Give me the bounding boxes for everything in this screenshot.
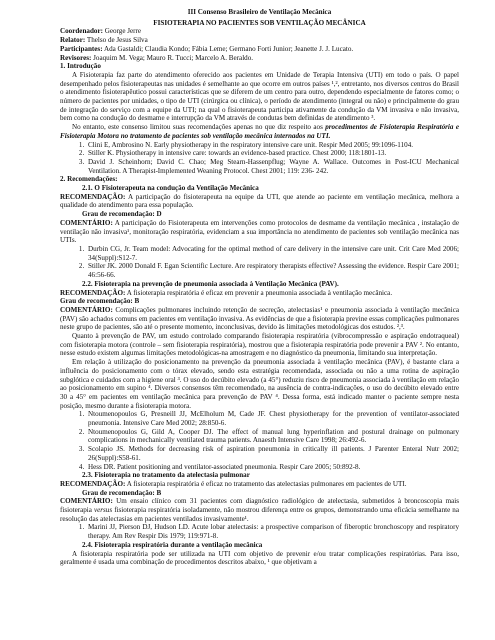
relator-line — [60, 36, 459, 45]
recommendations-heading: 2. Recomendações: — [60, 175, 118, 184]
authors-block — [60, 27, 459, 62]
reference-item: 1. Marini JJ, Pierson DJ, Hudson LD. Acute lobar atelectasis: a prospective comparison of fiberoptic bronchoscopy and respiratory therapy. Am Rev Respir Dis 1979; 119:971-8. — [86, 523, 459, 540]
section-2-2-comment — [60, 306, 459, 332]
reference-item: 3. David J. Scheinhorn; David C. Chao; Meg Stearn-Hassenpflug; Wayne A. Wallace. Outcomes in Post-ICU Mechanical Ventilation. A Therapist-Implemented Weaning Protocol. Chest 2001; 119: 236- 242. — [86, 158, 459, 175]
participantes-line — [60, 45, 459, 54]
comment-label: COMENTÁRIO: — [60, 218, 113, 227]
comment-text: Complicações pulmonares incluindo retenção de secreção, atelectasias¹ e pneumonia associada à ventilação mecânica (PAV) são achados comuns em pacientes em ventilação invasiva. As evidências de que a fisioterapia previne essas complicações pulmonares neste grupo de pacientes, são até o presente momento, inconclusivas, devido às limitações metodológicas dos estudos. ²,³. — [60, 305, 459, 332]
section-2-3-references — [60, 523, 459, 540]
revisores-names: Joaquim M. Vega; Mauro R. Tucci; Marcelo A. Beraldo. — [93, 53, 254, 62]
comment-label: COMENTÁRIO: — [60, 305, 113, 314]
intro-paragraph-1: A Fisioterapia faz parte do atendimento oferecido aos pacientes em Unidade de Terapia Intensiva (UTI) em todo o país. O papel desempenhado pelos fisioterapeutas nas unidades é semelhante ao que ocorre em outros países ¹,², entretanto, nos diversos centros do Brasil o atendimento fisioterapêutico possui características que se diferem de um centro para outro, dependendo especialmente de fatores como; o número de pacientes por unidades, o tipo de UTI (cirúrgica ou clínica), o período de atendimento (integral ou não) e principalmente do grau de integração do serviço com a equipe da UTI; na qual o fisioterapeuta participa ativamente da condução da VM invasiva e não invasiva, bem como na condução do desmame e interrupção da VM através de condutas bem definidas de atendimento ³. — [60, 70, 459, 123]
section-2-2-paragraph-2: Quanto à prevenção de PAV, um estudo controlado comparando fisioterapia respiratória (vibrocompressão e aspiração endotraqueal) com fisioterapia motora (controle – sem fisioterapia respiratória), mostrou que a fisioterapia respiratória pode prevenir a PAV ². No entanto, nesse estudo existem algumas limitações metodológicas-na amostragem e no diagnóstico da pneumonia, limitando sua interpretação. — [60, 332, 459, 358]
reference-item: 1. Clini E, Ambrosino N. Early physiotherapy in the respiratory intensive care unit. Respir Med 2005; 99:1096-1104. — [86, 141, 459, 150]
section-2-4-paragraph-1: A fisioterapia respiratória pode ser utilizada na UTI com objetivo de prevenir e/ou tratar complicações respiratórias. Para isso, geralmente é usada uma combinação de procedimentos descritos abaixo, ¹ que objetivam a — [60, 549, 459, 567]
participantes-label: Participantes: — [60, 44, 103, 53]
reference-item: 1. Durbin CG, Jr. Team model: Advocating for the optimal method of care delivery in the intensive care unit. Crit Care Med 2006; 34(Suppl):S12-7. — [86, 245, 459, 262]
section-2-1-recommendation — [60, 193, 459, 210]
document-subtitle: FISIOTERAPIA NO PACIENTES SOB VENTILAÇÃO MECÂNICA — [153, 18, 366, 27]
reference-item: 1. Ntoumenopoulos G, Presneill JJ, McElholum M, Cade JF. Chest physiotherapy for the prevention of ventilator-associated pneumonia. Intensive Care Med 2002; 28:850-6. — [86, 410, 459, 427]
section-2-2-recommendation — [60, 289, 459, 298]
coordenador-label: Coordenador: — [60, 27, 103, 36]
section-2-2-paragraph-3: Em relação à utilização do posicionamento na prevenção da pneumonia associada à ventilação mecânica (PAV), é bastante clara a influência do posicionamento com o tórax elevado, sendo esta estratégia recomendada, associada ou não a uma rotina de aspiração subglótica e cuidados com a higiene oral ³. O uso do decúbito elevado (a 45°) reduziu risco de pneumonia associada à ventilação em relação ao posicionamento em supino ⁴. Diversos consensos têm recomendado, na ausência de contra-indicações, o uso do decúbito elevado entre 30 a 45° em pacientes em ventilação mecânica para prevenção de PAV ⁴. Dessa forma, está indicado manter o paciente sempre nesta posição, mesmo durante a fisioterapia motora. — [60, 358, 459, 410]
reference-item: 2. Ntoumenopoulos G, Gild A, Cooper DJ. The effect of manual lung hyperinflation and postural drainage on pulmonary complications in mechanically ventilated trauma patients. Anaesth Intensive Care 1998; 26:492-6. — [86, 428, 459, 445]
intro-p2-emphasis: procedimentos de Fisioterapia Respiratória e Fisioterapia Motora no tratamento de pacientes sob ventilação mecânica internados na UTI. — [60, 123, 459, 140]
coordenador-name: George Jerre — [104, 27, 142, 36]
recommendation-label: RECOMENDAÇÃO: — [60, 479, 126, 488]
comment-text-2: fisioterapia respiratória isoladamente, não mostrou diferença entre os grupos, demonstrando uma eficácia semelhante na resolução das atelectasias em pacientes ventilados invasivamente¹. — [60, 506, 460, 523]
reference-item: 3. Scolapio JS. Methods for decreasing risk of aspiration pneumonia in critically ill patients. J Parenter Enteral Nutr 2002; 26(Suppl):S58-61. — [86, 445, 459, 462]
participantes-names: Ada Gastaldi; Claudia Kondo; Fábia Leme; Germano Forti Junior; Jeanette J. J. Lucato. — [103, 44, 354, 53]
reference-item: 2. Stiller K. Physiotherapy in intensive care: towards an evidence-based practice. Chest 2000; 118:1801-13. — [86, 149, 459, 158]
intro-p2-lead: No entanto, este consenso limitou suas recomendações apenas no que diz respeito aos — [72, 123, 326, 132]
document-title: III Consenso Brasileiro de Ventilação Mecânica — [187, 8, 332, 16]
revisores-label: Revisores: — [60, 53, 92, 62]
section-2-1-references — [60, 245, 459, 280]
recommendation-text: A participação do fisioterapeuta na equipe da UTI, que atende ao paciente em ventilação mecânica, melhora a qualidade do atendimento para essa população. — [60, 192, 459, 210]
comment-text-1: Um ensaio clínico com 31 pacientes com diagnóstico radiológico de atelectasia, submetidos à broncoscopia mais fisioterapia — [60, 497, 459, 515]
revisores-line — [60, 54, 459, 63]
section-2-4-heading: 2.4. Fisioterapia respiratória durante a ventilação mecânica — [82, 540, 263, 549]
section-2-1-heading: 2.1. O Fisioterapeuta na condução da Ventilação Mecânica — [82, 184, 259, 193]
section-2-3-grade: Grau de recomendação: B — [82, 488, 162, 497]
comment-italic: versus — [93, 506, 113, 515]
intro-paragraph-2 — [60, 123, 459, 140]
recommendation-text: A fisioterapia respiratória é eficaz no tratamento das atelectasias pulmonares em pacientes de UTI. — [125, 479, 407, 488]
recommendation-text: A fisioterapia respiratória é eficaz em prevenir a pneumonia associada à ventilação mecânica. — [125, 288, 393, 297]
reference-item: 4. Hess DR. Patient positioning and ventilator-associated pneumonia. Respir Care 2005; 50:892-8. — [86, 463, 459, 472]
section-2-2-references — [60, 410, 459, 471]
comment-label: COMENTÁRIO: — [60, 497, 113, 506]
section-2-3-heading: 2.3. Fisioterapia no tratamento da atelectasia pulmonar — [82, 471, 250, 480]
coordenador-line — [60, 27, 459, 36]
relator-name: Thelso de Jesus Silva — [86, 36, 148, 45]
recommendation-label: RECOMENDAÇÃO: — [60, 192, 126, 201]
relator-label: Relator: — [60, 36, 86, 45]
comment-text: A participação do Fisioterapeuta em intervenções como protocolos de desmame da ventilação mecânica , instalação de ventilação não invasiva¹, monitoração respiratória, evidenciam a sua importância no atendimento de pacientes sob ventilação mecânica nas UTIs. — [60, 218, 459, 245]
recommendation-label: RECOMENDAÇÃO: — [60, 288, 126, 297]
section-2-3-comment — [60, 497, 459, 523]
section-2-2-grade: Grau de recomendação: B — [60, 297, 140, 306]
reference-item: 2. Stiller JK. 2000 Donald F. Egan Scientific Lecture. Are respiratory therapists effective? Assessing the evidence. Respir Care 2001; 46:56-66. — [86, 262, 459, 279]
section-2-1-comment — [60, 219, 459, 245]
section-2-2-heading: 2.2. Fisioterapia na prevenção de pneumonia associada à Ventilação Mecânica (PAV). — [82, 279, 339, 288]
intro-references — [60, 141, 459, 176]
intro-heading: 1. Introdução — [60, 62, 101, 71]
section-2-3-recommendation — [60, 480, 459, 489]
section-2-1-grade: Grau de recomendação: D — [82, 210, 162, 219]
